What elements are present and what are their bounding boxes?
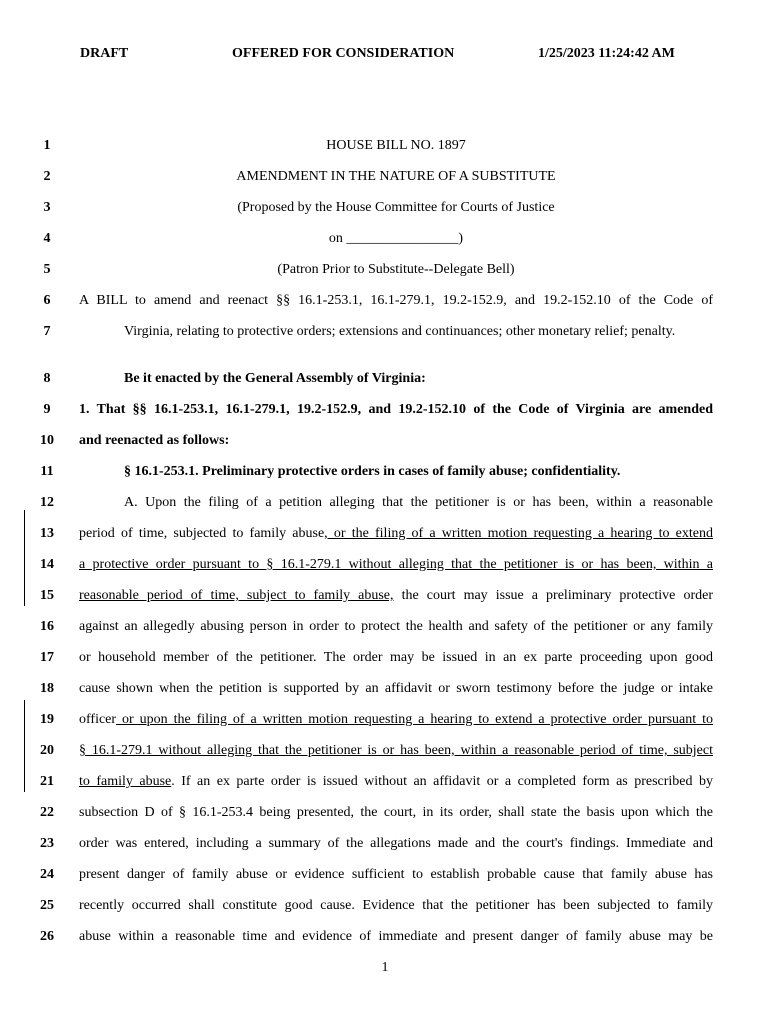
text-segment: . If an ex parte order is issued without an affidavit or a completed form as prescribed by: [171, 774, 713, 789]
line-number: 13: [40, 526, 54, 541]
text-segment: A BILL to amend and reenact §§ 16.1-253.1, 16.1-279.1, 19.2-152.9, and 19.2-152.10 of the Code of: [79, 293, 713, 308]
line-number: 22: [40, 805, 54, 820]
text-segment: AMENDMENT IN THE NATURE OF A SUBSTITUTE: [236, 169, 556, 184]
text-segment: A. Upon the filing of a petition alleging that the petitioner is or has been, within a reasonable: [124, 495, 713, 510]
text-segment: period of time, subjected to family abuse: [79, 526, 325, 541]
line-text: [79, 833, 713, 855]
line-number: 10: [40, 433, 54, 448]
line-number: 25: [40, 898, 54, 913]
document-line: [0, 740, 770, 762]
inserted-text: reasonable period of time, subject to family abuse,: [79, 588, 394, 603]
document-line: [0, 197, 770, 219]
document-line: [0, 554, 770, 576]
document-line: [0, 647, 770, 669]
line-text: [124, 321, 713, 343]
text-segment: 1. That §§ 16.1-253.1, 16.1-279.1, 19.2-152.9, and 19.2-152.10 of the Code of Virginia are amended: [79, 402, 713, 417]
line-number: 20: [40, 743, 54, 758]
text-segment: present danger of family abuse or evidence sufficient to establish probable cause that family abuse has: [79, 867, 713, 882]
line-text: [124, 492, 713, 514]
line-text: [79, 197, 713, 219]
text-segment: Be it enacted by the General Assembly of Virginia:: [124, 371, 426, 386]
text-segment: the court may issue a preliminary protective order: [393, 588, 713, 603]
document-line: [0, 585, 770, 607]
line-number: 24: [40, 867, 54, 882]
line-text: [79, 895, 713, 917]
line-number: 15: [40, 588, 54, 603]
document-line: [0, 290, 770, 312]
line-text: [79, 771, 713, 793]
line-number: 19: [40, 712, 54, 727]
document-line: [0, 461, 770, 483]
line-number: 17: [40, 650, 54, 665]
offered-label: OFFERED FOR CONSIDERATION: [232, 46, 455, 61]
line-text: [124, 368, 713, 390]
text-segment: Virginia, relating to protective orders; extensions and continuances; other monetary relief; penalty.: [124, 324, 676, 339]
line-text: [79, 399, 713, 421]
text-segment: officer: [79, 712, 117, 727]
document-line: [0, 321, 770, 343]
text-segment: abuse within a reasonable time and evidence of immediate and present danger of family abuse may be: [79, 929, 713, 944]
text-segment: § 16.1-253.1. Preliminary protective orders in cases of family abuse; confidentiality.: [124, 464, 621, 479]
line-number: 3: [43, 200, 51, 215]
draft-label: DRAFT: [80, 46, 129, 61]
line-text: [79, 166, 713, 188]
line-text: [79, 554, 713, 576]
text-segment: cause shown when the petition is supported by an affidavit or sworn testimony before the judge or intake: [79, 681, 713, 696]
line-text: [79, 647, 713, 669]
line-text: [79, 678, 713, 700]
document-line: [0, 926, 770, 948]
line-number: 8: [43, 371, 51, 386]
inserted-text: § 16.1-279.1 without alleging that the petitioner is or has been, within a reasonable period of time, subject: [79, 743, 713, 758]
document-line: [0, 228, 770, 250]
timestamp-label: 1/25/2023 11:24:42 AM: [538, 46, 675, 61]
line-number: 14: [40, 557, 54, 572]
line-text: [79, 585, 713, 607]
document-line: [0, 895, 770, 917]
line-number: 7: [43, 324, 51, 339]
line-number: 12: [40, 495, 54, 510]
line-text: [79, 802, 713, 824]
document-line: [0, 833, 770, 855]
line-number: 4: [43, 231, 51, 246]
text-segment: HOUSE BILL NO. 1897: [326, 138, 466, 153]
line-number: 6: [43, 293, 51, 308]
text-segment: and reenacted as follows:: [79, 433, 230, 448]
line-number: 1: [43, 138, 51, 153]
text-segment: order was entered, including a summary of the allegations made and the court's findings. Immediate and: [79, 836, 713, 851]
document-line: [0, 802, 770, 824]
document-line: [0, 368, 770, 390]
line-text: [79, 709, 713, 731]
text-segment: recently occurred shall constitute good cause. Evidence that the petitioner has been subjected to family: [79, 898, 713, 913]
line-number: 9: [43, 402, 51, 417]
line-text: [79, 290, 713, 312]
page-number: 1: [381, 960, 389, 975]
document-line: [0, 864, 770, 886]
document-line: [0, 166, 770, 188]
text-segment: subsection D of § 16.1-253.4 being presented, the court, in its order, shall state the basis upon which the: [79, 805, 713, 820]
inserted-text: or upon the filing of a written motion requesting a hearing to extend a protective order pursuant to: [116, 712, 713, 727]
document-line: [0, 709, 770, 731]
inserted-text: a protective order pursuant to § 16.1-279.1 without alleging that the petitioner is or has been, within a: [79, 557, 713, 572]
line-text: [79, 228, 713, 250]
line-text: [124, 461, 713, 483]
document-line: [0, 135, 770, 157]
line-number: 16: [40, 619, 54, 634]
inserted-text: , or the filing of a written motion requesting a hearing to extend: [324, 526, 713, 541]
inserted-text: to family abuse: [79, 774, 172, 789]
line-text: [79, 740, 713, 762]
text-segment: against an allegedly abusing person in order to protect the health and safety of the petitioner or any family: [79, 619, 713, 634]
line-number: 11: [40, 464, 54, 479]
line-number: 2: [43, 169, 51, 184]
document-line: [0, 259, 770, 281]
text-segment: (Proposed by the House Committee for Courts of Justice: [237, 200, 555, 215]
line-text: [79, 616, 713, 638]
document-line: [0, 430, 770, 452]
line-text: [79, 864, 713, 886]
text-segment: or household member of the petitioner. The order may be issued in an ex parte proceeding upon good: [79, 650, 713, 665]
line-text: [79, 259, 713, 281]
document-line: [0, 678, 770, 700]
line-number: 21: [40, 774, 54, 789]
document-line: [0, 399, 770, 421]
line-number: 23: [40, 836, 54, 851]
document-line: [0, 616, 770, 638]
line-text: [79, 135, 713, 157]
page-header: [0, 46, 770, 66]
document-line: [0, 523, 770, 545]
line-number: 5: [43, 262, 51, 277]
text-segment: (Patron Prior to Substitute--Delegate Bell): [277, 262, 515, 277]
document-line: [0, 492, 770, 514]
line-text: [79, 523, 713, 545]
text-segment: on ________________): [328, 231, 464, 246]
line-text: [79, 926, 713, 948]
line-number: 26: [40, 929, 54, 944]
line-number: 18: [40, 681, 54, 696]
document-line: [0, 771, 770, 793]
line-text: [79, 430, 713, 452]
